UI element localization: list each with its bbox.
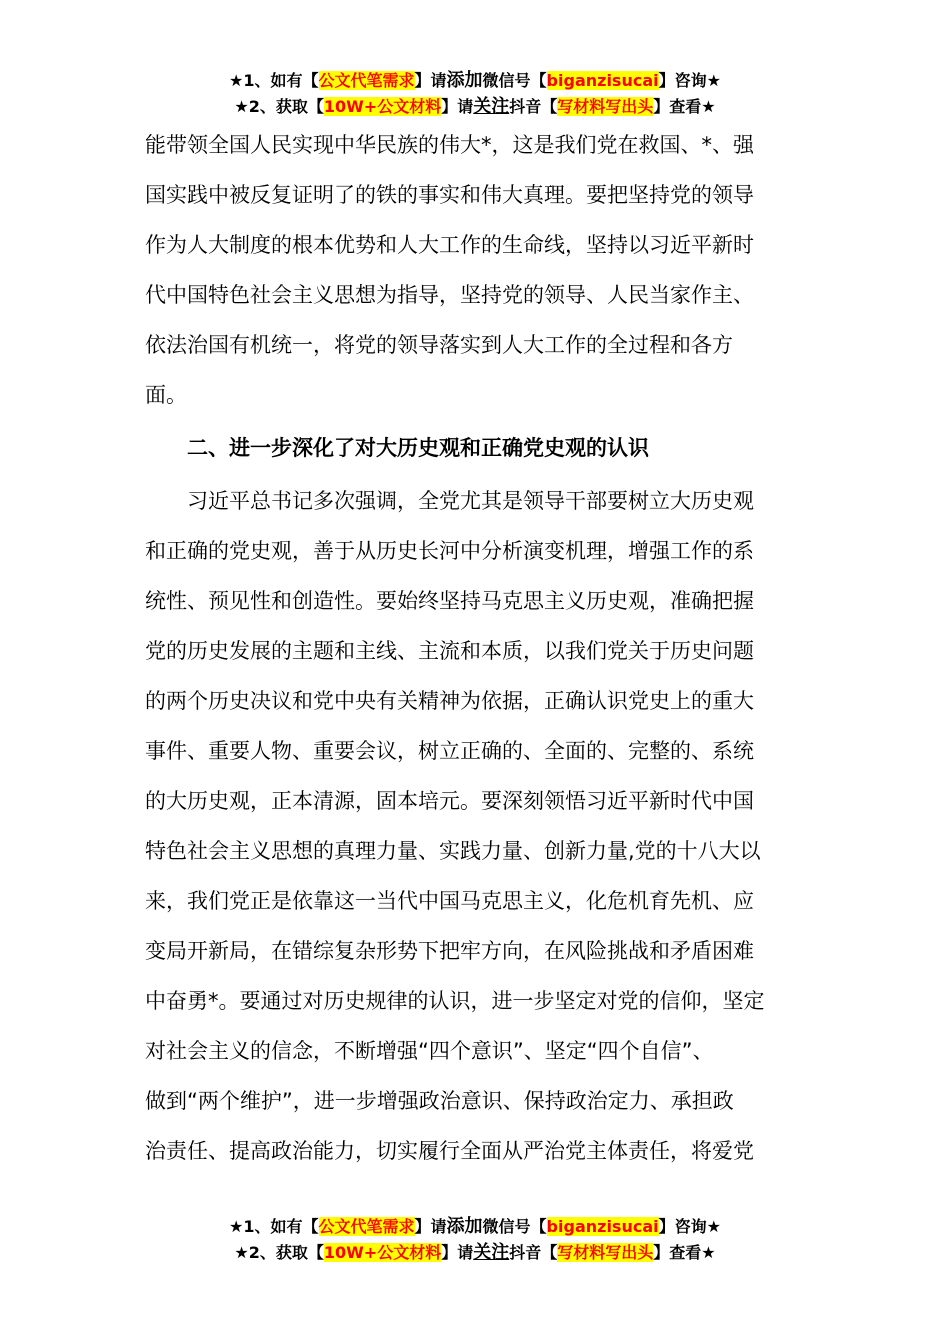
paragraph-line: 对社会主义的信念，不断增强“四个意识”、坚定“四个自信”、 xyxy=(145,1039,714,1063)
paragraph-line: 党的历史发展的主题和主线、主流和本质，以我们党关于历史问题 xyxy=(145,639,754,663)
paragraph-line: 事件、重要人物、重要会议，树立正确的、全面的、完整的、系统 xyxy=(145,739,754,763)
promo-text: 】查看★ xyxy=(653,1243,716,1262)
promo-line-1 xyxy=(0,68,950,94)
promo-text: 抖音【 xyxy=(509,1243,558,1262)
promo-highlight: 公文代笔需求 xyxy=(318,71,415,90)
promo-line-1 xyxy=(0,1214,950,1240)
promo-banner-top xyxy=(0,68,950,120)
promo-emphasis: 关注 xyxy=(473,1242,510,1263)
paragraph-line: 特色社会主义思想的真理力量、实践力量、创新力量,党的十八大以 xyxy=(145,839,761,863)
promo-highlight: 公文代笔需求 xyxy=(318,1217,415,1236)
promo-emphasis: 关注 xyxy=(473,96,510,117)
paragraph-line: 作为人大制度的根本优势和人大工作的生命线，坚持以习近平新时 xyxy=(145,233,754,257)
paragraph-line: 来，我们党正是依靠这一当代中国马克思主义，化危机育先机、应 xyxy=(145,889,754,913)
promo-text: 微信号【 xyxy=(482,71,547,90)
paragraph-line: 中奋勇*。要通过对历史规律的认识，进一步坚定对党的信仰，坚定 xyxy=(145,989,765,1013)
promo-line-2 xyxy=(0,94,950,120)
promo-text: 】请 xyxy=(441,97,474,116)
paragraph-line: 依法治国有机统一，将党的领导落实到人大工作的全过程和各方 xyxy=(145,333,733,357)
promo-text: 抖音【 xyxy=(509,97,558,116)
section-heading: 二、进一步深化了对大历史观和正确党史观的认识 xyxy=(187,436,649,460)
promo-banner-bottom xyxy=(0,1214,950,1266)
paragraph-line: 的大历史观，正本清源，固本培元。要深刻领悟习近平新时代中国 xyxy=(145,789,754,813)
promo-emphasis: 添加 xyxy=(446,70,483,91)
promo-text: 】咨询★ xyxy=(658,71,721,90)
promo-text: 】请 xyxy=(441,1243,474,1262)
paragraph-line: 习近平总书记多次强调，全党尤其是领导干部要树立大历史观 xyxy=(187,489,754,513)
promo-text: ★2、获取【 xyxy=(234,1243,324,1262)
paragraph-line: 变局开新局，在错综复杂形势下把牢方向，在风险挑战和矛盾困难 xyxy=(145,939,754,963)
paragraph-line: 的两个历史决议和党中央有关精神为依据，正确认识党史上的重大 xyxy=(145,689,754,713)
promo-highlight: 10W+公文材料 xyxy=(323,1243,442,1262)
promo-highlight: 10W+公文材料 xyxy=(323,97,442,116)
promo-text: ★1、如有【 xyxy=(229,1217,319,1236)
paragraph-line: 代中国特色社会主义思想为指导，坚持党的领导、人民当家作主、 xyxy=(145,283,754,307)
paragraph-line: 国实践中被反复证明了的铁的事实和伟大真理。要把坚持党的领导 xyxy=(145,183,754,207)
promo-text: 】咨询★ xyxy=(658,1217,721,1236)
promo-text: 微信号【 xyxy=(482,1217,547,1236)
promo-text: 】查看★ xyxy=(653,97,716,116)
promo-text: ★2、获取【 xyxy=(234,97,324,116)
promo-douyin-id: 写材料写出头 xyxy=(557,97,654,116)
paragraph-line: 统性、预见性和创造性。要始终坚持马克思主义历史观，准确把握 xyxy=(145,589,754,613)
paragraph-line: 能带领全国人民实现中华民族的伟大*，这是我们党在救国、*、强 xyxy=(145,133,754,157)
promo-line-2 xyxy=(0,1240,950,1266)
promo-wechat-id: biganzisucai xyxy=(546,71,659,90)
promo-douyin-id: 写材料写出头 xyxy=(557,1243,654,1262)
promo-text: 】请 xyxy=(414,1217,447,1236)
document-body xyxy=(145,120,810,1176)
promo-wechat-id: biganzisucai xyxy=(546,1217,659,1236)
paragraph-line: 治责任、提高政治能力，切实履行全面从严治党主体责任，将爱党 xyxy=(145,1139,754,1163)
promo-text: 】请 xyxy=(414,71,447,90)
promo-text: ★1、如有【 xyxy=(229,71,319,90)
paragraph-line: 和正确的党史观，善于从历史长河中分析演变机理，增强工作的系 xyxy=(145,539,754,563)
paragraph-line: 面。 xyxy=(145,383,187,407)
promo-emphasis: 添加 xyxy=(446,1216,483,1237)
paragraph-line: 做到“两个维护”，进一步增强政治意识、保持政治定力、承担政 xyxy=(145,1089,734,1113)
